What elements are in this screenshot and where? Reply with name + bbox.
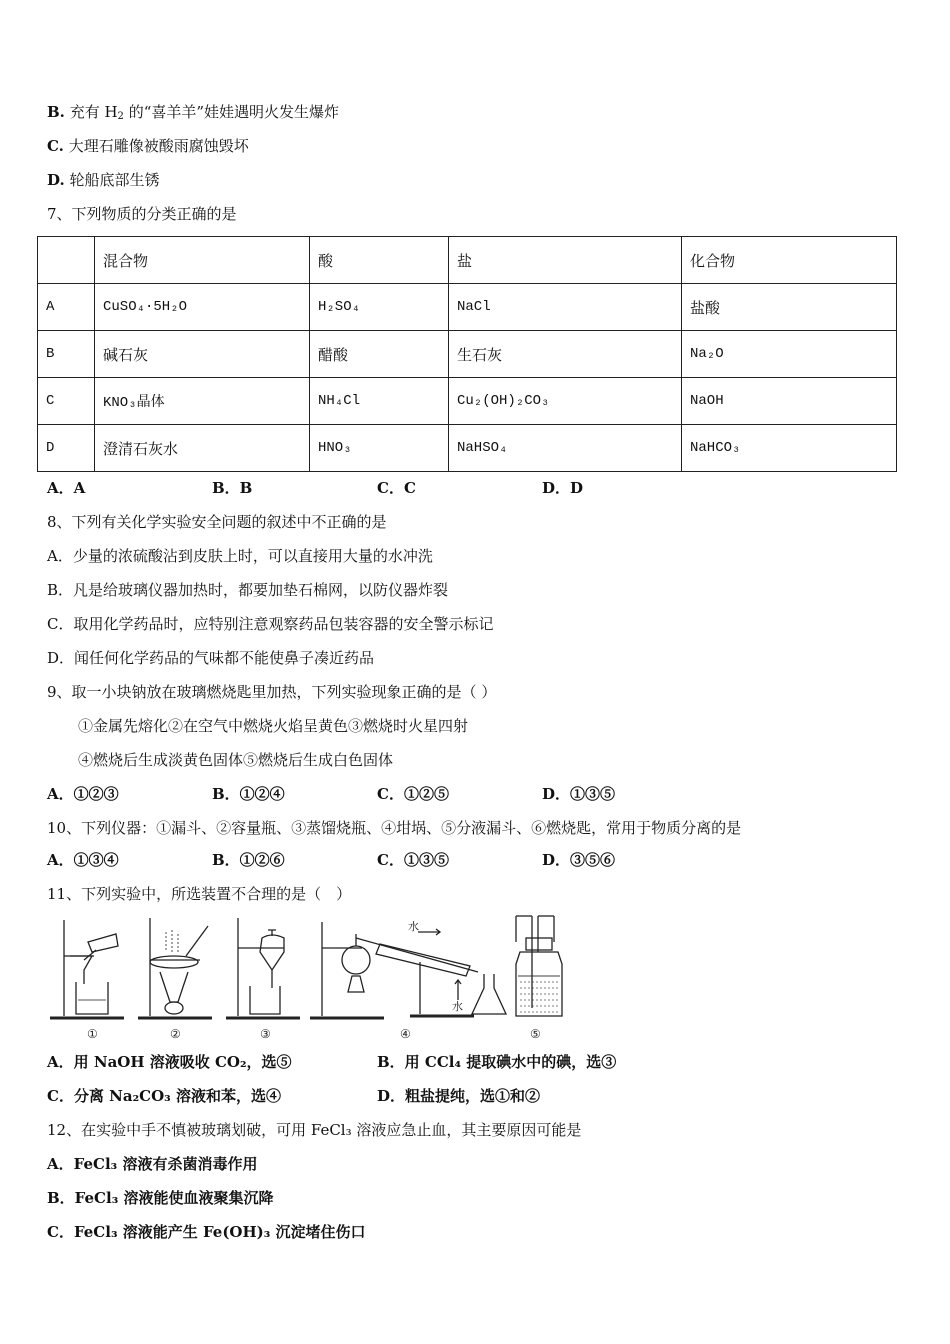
q9-statement-1: ①金属先熔化②在空气中燃烧火焰呈黄色③燃烧时火星四射	[78, 717, 469, 735]
option-b-line: B. 充有 $H_2$ 的“喜羊羊”娃娃遇明火发生爆炸	[47, 103, 340, 122]
table-cell: HNO₃	[310, 425, 449, 472]
q7-option-a[interactable]: A．A	[47, 479, 86, 497]
table-cell: 化合物	[682, 237, 897, 284]
table-row	[38, 425, 897, 472]
figure-label-1: ①	[87, 1027, 98, 1041]
table-row	[38, 378, 897, 425]
figure-label-5: ⑤	[530, 1027, 541, 1041]
q12-option-a[interactable]: A．FeCl₃ 溶液有杀菌消毒作用	[47, 1155, 258, 1173]
table-cell: B	[38, 331, 95, 378]
q8-option-c[interactable]: C．取用化学药品时，应特别注意观察药品包装容器的安全警示标记	[47, 615, 494, 633]
table-cell: NaOH	[682, 378, 897, 425]
filtration-apparatus	[50, 920, 124, 1018]
table-cell: NaCl	[449, 284, 682, 331]
separatory-funnel-apparatus	[226, 918, 300, 1018]
water-inlet-label: 水	[408, 920, 419, 933]
q12-stem: 12、在实验中手不慎被玻璃划破，可用 FeCl₃ 溶液应急止血，其主要原因可能是	[47, 1121, 582, 1139]
q9-option-a[interactable]: A．①②③	[47, 785, 119, 803]
q11-option-a[interactable]: A．用 NaOH 溶液吸收 CO₂，选⑤	[47, 1053, 292, 1071]
table-cell: 醋酸	[310, 331, 449, 378]
q9-option-d[interactable]: D．①③⑤	[542, 785, 616, 803]
q10-option-d[interactable]: D．③⑤⑥	[542, 851, 616, 869]
q7-option-b[interactable]: B．B	[212, 479, 253, 497]
table-cell: NaHCO₃	[682, 425, 897, 472]
q11-option-d[interactable]: D．粗盐提纯，选①和②	[377, 1087, 541, 1105]
option-c-line: C. 大理石雕像被酸雨腐蚀毁坏	[47, 137, 249, 155]
q11-option-b[interactable]: B．用 CCl₄ 提取碘水中的碘，选③	[377, 1053, 617, 1071]
figure-label-2: ②	[170, 1027, 181, 1041]
table-cell: NH₄Cl	[310, 378, 449, 425]
table-cell: NaHSO₄	[449, 425, 682, 472]
table-cell: C	[38, 378, 95, 425]
table-cell: H₂SO₄	[310, 284, 449, 331]
q10-stem: 10、下列仪器：①漏斗、②容量瓶、③蒸馏烧瓶、④坩埚、⑤分液漏斗、⑥燃烧匙，常用于物质分离的是	[47, 819, 742, 837]
distillation-apparatus	[310, 922, 506, 1018]
q9-stem: 9、取一小块钠放在玻璃燃烧匙里加热，下列实验现象正确的是（ ）	[47, 683, 497, 701]
q7-option-c[interactable]: C．C	[377, 479, 416, 497]
q10-option-b[interactable]: B．①②⑥	[212, 851, 285, 869]
table-cell: 盐	[449, 237, 682, 284]
evaporation-apparatus	[138, 918, 212, 1018]
table-cell: 碱石灰	[95, 331, 310, 378]
table-cell: KNO₃晶体	[95, 378, 310, 425]
q9-option-c[interactable]: C．①②⑤	[377, 785, 449, 803]
classification-table	[37, 236, 897, 472]
q7-stem: 7、下列物质的分类正确的是	[47, 205, 237, 223]
option-d-line: D. 轮船底部生锈	[47, 171, 160, 189]
table-row	[38, 284, 897, 331]
q10-option-a[interactable]: A．①③④	[47, 851, 119, 869]
water-outlet-label: 水	[452, 1000, 463, 1013]
gas-washing-bottle	[516, 916, 562, 1016]
table-cell: CuSO₄·5H₂O	[95, 284, 310, 331]
table-cell: Na₂O	[682, 331, 897, 378]
q12-option-c[interactable]: C．FeCl₃ 溶液能产生 Fe(OH)₃ 沉淀堵住伤口	[47, 1223, 366, 1241]
figure-label-3: ③	[260, 1027, 271, 1041]
table-cell: 生石灰	[449, 331, 682, 378]
q9-statement-2: ④燃烧后生成淡黄色固体⑤燃烧后生成白色固体	[78, 751, 394, 769]
figure-label-4: ④	[400, 1027, 411, 1041]
table-cell	[38, 237, 95, 284]
q10-option-c[interactable]: C．①③⑤	[377, 851, 449, 869]
q8-option-d[interactable]: D．闻任何化学药品的气味都不能使鼻子凑近药品	[47, 649, 375, 667]
table-cell: D	[38, 425, 95, 472]
q8-option-a[interactable]: A．少量的浓硫酸沾到皮肤上时，可以直接用大量的水冲洗	[47, 547, 433, 565]
table-cell: 澄清石灰水	[95, 425, 310, 472]
q9-option-b[interactable]: B．①②④	[212, 785, 285, 803]
q11-option-c[interactable]: C．分离 Na₂CO₃ 溶液和苯，选④	[47, 1087, 281, 1105]
table-cell: 混合物	[95, 237, 310, 284]
table-cell: 酸	[310, 237, 449, 284]
apparatus-figure	[40, 912, 580, 1044]
table-row	[38, 331, 897, 378]
q7-option-d[interactable]: D．D	[542, 479, 584, 497]
q8-option-b[interactable]: B．凡是给玻璃仪器加热时，都要加垫石棉网，以防仪器炸裂	[47, 581, 449, 599]
table-cell: A	[38, 284, 95, 331]
table-header-row	[38, 237, 897, 284]
q12-option-b[interactable]: B．FeCl₃ 溶液能使血液聚集沉降	[47, 1189, 274, 1207]
table-cell: 盐酸	[682, 284, 897, 331]
q8-stem: 8、下列有关化学实验安全问题的叙述中不正确的是	[47, 513, 387, 531]
table-cell: Cu₂(OH)₂CO₃	[449, 378, 682, 425]
q11-stem: 11、下列实验中，所选装置不合理的是（ ）	[47, 885, 352, 903]
